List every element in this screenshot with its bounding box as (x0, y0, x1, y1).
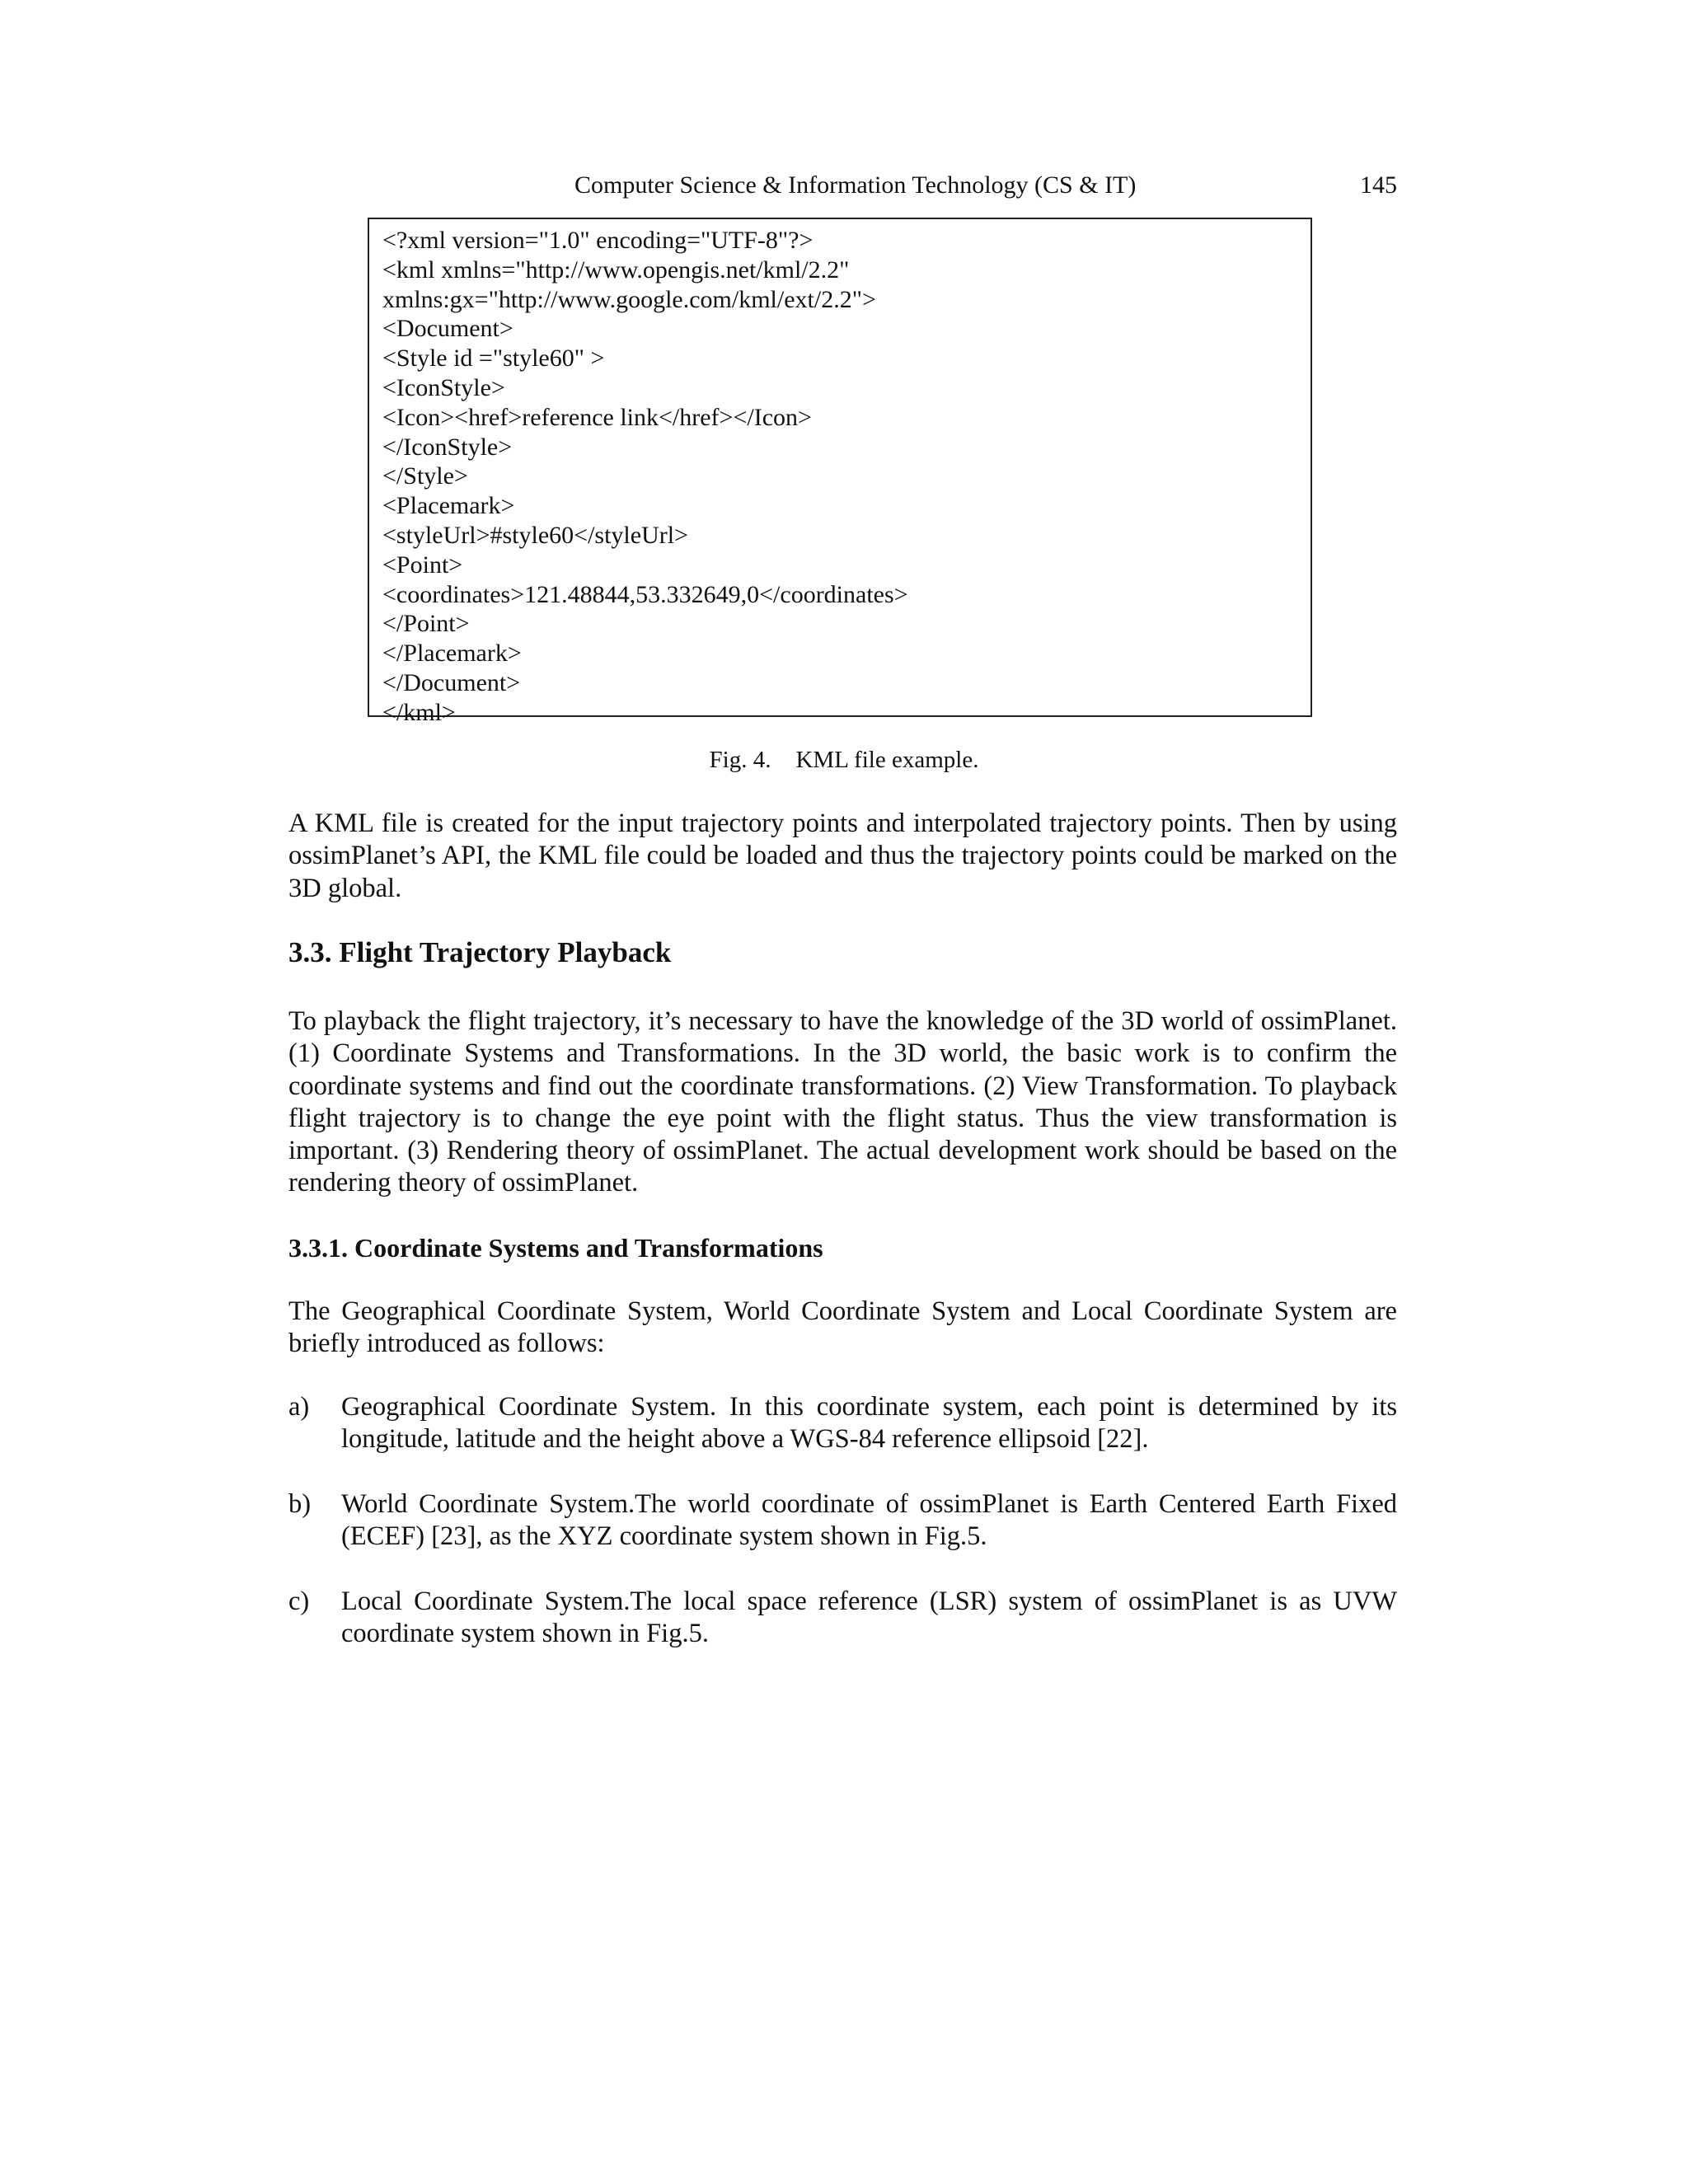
figure-number: Fig. 4. (709, 747, 771, 773)
list-marker: a) (288, 1392, 310, 1422)
code-line: <?xml version="1.0" encoding="UTF-8"?> (382, 227, 814, 254)
code-line: </Style> (382, 462, 468, 490)
code-line: xmlns:gx="http://www.google.com/kml/ext/2.2"> (382, 285, 876, 313)
paragraph-playback: To playback the flight trajectory, it’s necessary to have the knowledge of the 3D world of ossimPlanet. (1) Coordinate Systems and Transformations. In the 3D world, the basic work is to confirm the coordinate systems and find out the coordinate transformations. (2) View Transformation. To playback flight trajectory is to change the eye point with the flight status. Thus the view transformation is important. (3) Rendering theory of ossimPlanet. The actual development work should be based on the rendering theory of ossimPlanet. (288, 1006, 1397, 1198)
running-header (288, 171, 1397, 208)
list-item-text: Geographical Coordinate System. In this coordinate system, each point is determined by its longitude, latitude and the height above a WGS-84 reference ellipsoid [22]. (341, 1392, 1397, 1455)
code-line: <Document> (382, 315, 513, 343)
code-line: </IconStyle> (382, 433, 513, 461)
code-line: </kml> (382, 698, 456, 726)
page-number: 145 (1360, 171, 1397, 199)
figure-caption (0, 747, 1688, 774)
code-line: <Placemark> (382, 492, 515, 520)
code-line: <coordinates>121.48844,53.332649,0</coordinates> (382, 580, 908, 608)
kml-code-box (368, 218, 1312, 726)
code-line: </Placemark> (382, 640, 522, 668)
list-item (288, 1391, 1397, 1456)
code-line: <kml xmlns="http://www.opengis.net/kml/2.2" (382, 255, 850, 284)
list-item (288, 1488, 1397, 1554)
journal-title: Computer Science & Information Technology (CS & IT) (574, 171, 1137, 199)
code-line: <Style id ="style60" > (382, 344, 605, 373)
list-item-text: World Coordinate System.The world coordinate of ossimPlanet is Earth Centered Earth Fixed (ECEF) [23], as the XYZ coordinate system shown in Fig.5. (341, 1489, 1397, 1552)
code-line: <Icon><href>reference link</href></Icon> (382, 403, 812, 431)
code-line: </Point> (382, 610, 470, 638)
code-line: <styleUrl>#style60</styleUrl> (382, 521, 688, 549)
code-line: <Point> (382, 551, 463, 579)
subsection-heading: 3.3.1. Coordinate Systems and Transformations (288, 1233, 823, 1263)
figure-caption-text: KML file example. (795, 747, 979, 773)
list-marker: b) (288, 1489, 312, 1519)
list-marker: c) (288, 1586, 310, 1616)
paragraph-kml: A KML file is created for the input trajectory points and interpolated trajectory points. Then by using ossimPlanet’s API, the KML file could be loaded and thus the trajectory points could be marked on the 3D global. (288, 808, 1397, 903)
code-line: </Document> (382, 668, 521, 696)
paragraph-intro: The Geographical Coordinate System, World Coordinate System and Local Coordinate System are briefly introduced as follows: (288, 1296, 1397, 1359)
section-heading: 3.3. Flight Trajectory Playback (288, 936, 672, 968)
code-line: <IconStyle> (382, 373, 505, 401)
list-item-text: Local Coordinate System.The local space reference (LSR) system of ossimPlanet is as UVW coordinate system shown in Fig.5. (341, 1586, 1397, 1649)
list-item (288, 1586, 1397, 1651)
